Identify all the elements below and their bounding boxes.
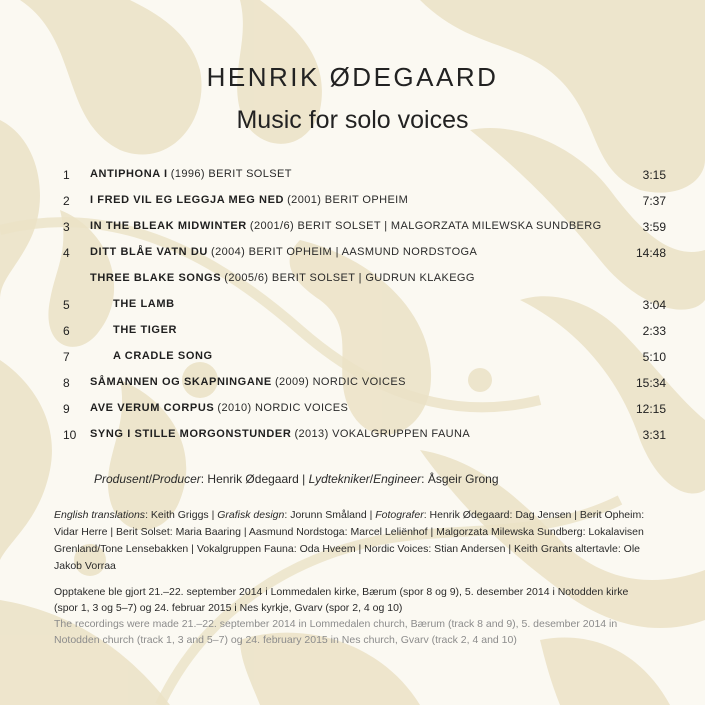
track-duration: 3:59 — [642, 220, 666, 234]
track-duration: 3:15 — [642, 168, 666, 182]
track-duration: 15:34 — [635, 376, 666, 390]
track-title: I FRED VIL EG LEGGJA MEG NED — [90, 194, 285, 206]
engineer-name: Åsgeir Grong — [427, 472, 499, 486]
track-meta: (2001) BERIT OPHEIM — [287, 194, 409, 206]
photographers-text: : Henrik Ødegaard: Dag Jensen | Berit Opheim: Vidar Herre | Berit Solset: Maria Baaring | Aasmund Nordstoga: Marcel Leliënhof | Malgorzata Milewska Sundberg: Lokalavisen Grenland/Tone Lensebakken | Vokalgruppen Fauna: Oda Hveem | Nordic Voices: Stian Andersen | Keith Grants altertavle: Ole Jakob Vorraa — [54, 509, 645, 572]
track-row — [0, 194, 705, 214]
track-row — [0, 246, 705, 266]
producer-label-en: Producer — [152, 472, 201, 486]
track-title: DITT BLÅE VATN DU — [90, 246, 208, 258]
translation-design-photo-credits — [54, 507, 654, 575]
track-title: SYNG I STILLE MORGONSTUNDER — [90, 428, 292, 440]
engineer-label-no: Lydtekniker — [308, 472, 370, 486]
track-row — [0, 168, 705, 188]
track-number: 5 — [63, 298, 70, 312]
track-row — [0, 298, 705, 318]
track-row — [0, 350, 705, 370]
track-meta: (2005/6) BERIT SOLSET | GUDRUN KLAKEGG — [224, 272, 475, 284]
track-meta: (2013) VOKALGRUPPEN FAUNA — [294, 428, 471, 440]
track-meta: (1996) BERIT SOLSET — [170, 168, 292, 180]
recording-info-norwegian: Opptakene ble gjort 21.–22. september 2014 i Lommedalen kirke, Bærum (spor 8 og 9), 5. desember 2014 i Notodden kirke (spor 1, 3 og 5–7) og 24. februar 2015 i Nes kyrkje, Gvarv (spor 2, 4 og 10) — [54, 586, 629, 614]
photographers-label: Fotografer — [375, 509, 424, 521]
track-row — [0, 220, 705, 240]
track-number: 9 — [63, 402, 70, 416]
track-duration: 5:10 — [642, 350, 666, 364]
track-group-header — [0, 272, 705, 292]
track-number: 2 — [63, 194, 70, 208]
track-title: SÅMANNEN OG SKAPNINGANE — [90, 376, 272, 388]
track-title: AVE VERUM CORPUS — [90, 402, 215, 414]
track-title: THE TIGER — [113, 324, 178, 336]
design-label: Grafisk design — [217, 509, 285, 521]
track-row — [0, 428, 705, 448]
album-title: Music for solo voices — [236, 106, 469, 134]
track-number: 1 — [63, 168, 70, 182]
track-number: 4 — [63, 246, 70, 260]
translations-label: English translations — [54, 509, 146, 521]
track-duration: 3:31 — [642, 428, 666, 442]
recording-info-english: The recordings were made 21.–22. september 2014 in Lommedalen church, Bærum (track 8 and 9), 5. desember 2014 in Notodden church (track 1, 3 and 5–7) og 24. february 2015 in Nes church, Gvarv (track 2, 4 and 10) — [54, 618, 618, 646]
track-meta: (2009) NORDIC VOICES — [274, 376, 406, 388]
track-number: 3 — [63, 220, 70, 234]
producer-name: Henrik Ødegaard — [207, 472, 299, 486]
track-title: THREE BLAKE SONGS — [90, 272, 222, 284]
track-number: 7 — [63, 350, 70, 364]
translations-text: : Keith Griggs | — [145, 509, 218, 521]
track-row — [0, 324, 705, 344]
track-number: 6 — [63, 324, 70, 338]
track-row — [0, 376, 705, 396]
track-title: A CRADLE SONG — [113, 350, 213, 362]
track-row — [0, 402, 705, 422]
track-title: IN THE BLEAK MIDWINTER — [90, 220, 247, 232]
track-title: THE LAMB — [113, 298, 175, 310]
track-number: 10 — [63, 428, 77, 442]
track-duration: 3:04 — [642, 298, 666, 312]
track-meta: (2004) BERIT OPHEIM | AASMUND NORDSTOGA — [211, 246, 478, 258]
track-duration: 2:33 — [642, 324, 666, 338]
track-title: ANTIPHONA I — [90, 168, 168, 180]
track-duration: 12:15 — [635, 402, 666, 416]
production-credits: Produsent/Producer: Henrik Ødegaard | Lydtekniker/Engineer: Åsgeir Grong — [94, 472, 499, 486]
track-duration: 7:37 — [642, 194, 666, 208]
track-number: 8 — [63, 376, 70, 390]
producer-label-no: Produsent — [94, 472, 149, 486]
track-meta: (2001/6) BERIT SOLSET | MALGORZATA MILEWSKA SUNDBERG — [249, 220, 602, 232]
track-duration: 14:48 — [635, 246, 666, 260]
track-meta: (2010) NORDIC VOICES — [217, 402, 349, 414]
engineer-label-en: Engineer — [373, 472, 422, 486]
design-text: : Jorunn Småland | — [284, 509, 376, 521]
composer-name: HENRIK ØDEGAARD — [206, 62, 499, 92]
